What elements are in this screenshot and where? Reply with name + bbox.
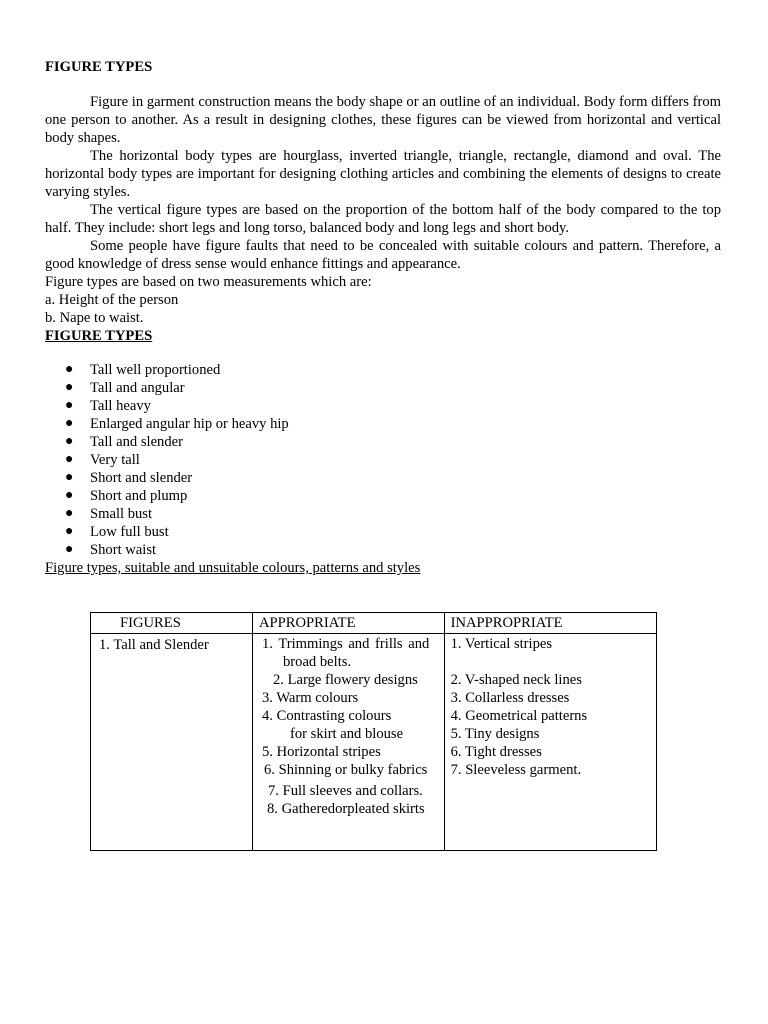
- list-item: [45, 397, 721, 415]
- list-item: [45, 415, 721, 433]
- paragraph: Some people have figure faults that need to be concealed with suitable colours and pattern. Therefore, a good knowledge of dress sense would enhance fittings and appearance.: [45, 238, 721, 272]
- inappropriate-item: 6. Tight dresses: [450, 744, 542, 760]
- list-item: [45, 469, 721, 487]
- inappropriate-item: 3. Collarless dresses: [450, 690, 570, 706]
- list-item: [45, 505, 721, 523]
- inappropriate-cell: [444, 634, 656, 851]
- column-header-figures: FIGURES: [91, 613, 253, 634]
- figure-types-table: [90, 612, 657, 851]
- paragraph: The horizontal body types are hourglass, inverted triangle, triangle, rectangle, diamond and oval. The horizontal body types are important for designing clothing articles and combining the elements of designs to create varying styles.: [45, 148, 721, 200]
- measurements-intro: Figure types are based on two measurements which are:: [45, 274, 372, 290]
- bullet-icon: ●: [65, 380, 74, 395]
- list-item-label: Tall and slender: [90, 434, 183, 450]
- list-item: [45, 379, 721, 397]
- appropriate-item: broad belts.: [283, 654, 352, 670]
- inappropriate-item: 4. Geometrical patterns: [450, 708, 588, 724]
- paragraph: Figure in garment construction means the body shape or an outline of an individual. Body form differs from one person to another. As a result in designing clothes, these figures can be viewed from horizontal and vertical body shapes.: [45, 94, 721, 146]
- bullet-icon: ●: [65, 434, 74, 449]
- inappropriate-item: 5. Tiny designs: [450, 726, 540, 742]
- table-row: [91, 634, 657, 851]
- appropriate-item: 6. Shinning or bulky fabrics: [264, 762, 428, 778]
- appropriate-item: 7. Full sleeves and collars.: [268, 783, 423, 799]
- bullet-icon: ●: [65, 452, 74, 467]
- table-caption: Figure types, suitable and unsuitable colours, patterns and styles: [45, 560, 421, 576]
- list-item: [45, 433, 721, 451]
- appropriate-item: 5. Horizontal stripes: [262, 744, 381, 760]
- measurement-item: b. Nape to waist.: [45, 310, 144, 326]
- list-item-label: Enlarged angular hip or heavy hip: [90, 416, 289, 432]
- list-item-label: Tall heavy: [90, 398, 151, 414]
- bullet-icon: ●: [65, 542, 74, 557]
- inappropriate-item: 2. V-shaped neck lines: [450, 672, 582, 688]
- figure-types-list: [45, 361, 721, 559]
- bullet-icon: ●: [65, 416, 74, 431]
- table-header-row: [91, 613, 657, 634]
- bullet-icon: ●: [65, 488, 74, 503]
- bullet-icon: ●: [65, 362, 74, 377]
- list-item: [45, 487, 721, 505]
- list-item: [45, 361, 721, 379]
- page-title: FIGURE TYPES: [45, 59, 153, 75]
- list-item-label: Small bust: [90, 506, 153, 522]
- appropriate-item: 3. Warm colours: [262, 690, 359, 706]
- inappropriate-item: 1. Vertical stripes: [450, 636, 553, 652]
- appropriate-item: 2. Large flowery designs: [273, 672, 418, 688]
- bullet-icon: ●: [65, 470, 74, 485]
- inappropriate-item: 7. Sleeveless garment.: [450, 762, 582, 778]
- column-header-appropriate: APPROPRIATE: [253, 613, 445, 634]
- figure-cell: 1. Tall and Slender: [91, 634, 253, 851]
- appropriate-item: 1. Trimmings and frills and: [262, 636, 430, 652]
- document-page: [45, 58, 721, 577]
- list-item-label: Short and slender: [90, 470, 193, 486]
- appropriate-item: 4. Contrasting colours: [262, 708, 392, 724]
- appropriate-cell: [253, 634, 445, 851]
- bullet-icon: ●: [65, 524, 74, 539]
- measurement-item: a. Height of the person: [45, 292, 179, 308]
- list-item-label: Short waist: [90, 542, 157, 558]
- list-item: [45, 541, 721, 559]
- paragraph: The vertical figure types are based on the proportion of the bottom half of the body compared to the top half. They include: short legs and long torso, balanced body and long legs and short body.: [45, 202, 721, 236]
- list-item-label: Tall well proportioned: [90, 362, 221, 378]
- list-item-label: Tall and angular: [90, 380, 185, 396]
- appropriate-item: for skirt and blouse: [290, 726, 404, 742]
- column-header-inappropriate: INAPPROPRIATE: [444, 613, 656, 634]
- bullet-icon: ●: [65, 506, 74, 521]
- list-item: [45, 451, 721, 469]
- section-heading: FIGURE TYPES: [45, 328, 153, 344]
- appropriate-item: 8. Gatheredorpleated skirts: [267, 801, 425, 817]
- list-item-label: Very tall: [90, 452, 140, 468]
- list-item: [45, 523, 721, 541]
- bullet-icon: ●: [65, 398, 74, 413]
- list-item-label: Short and plump: [90, 488, 188, 504]
- list-item-label: Low full bust: [90, 524, 169, 540]
